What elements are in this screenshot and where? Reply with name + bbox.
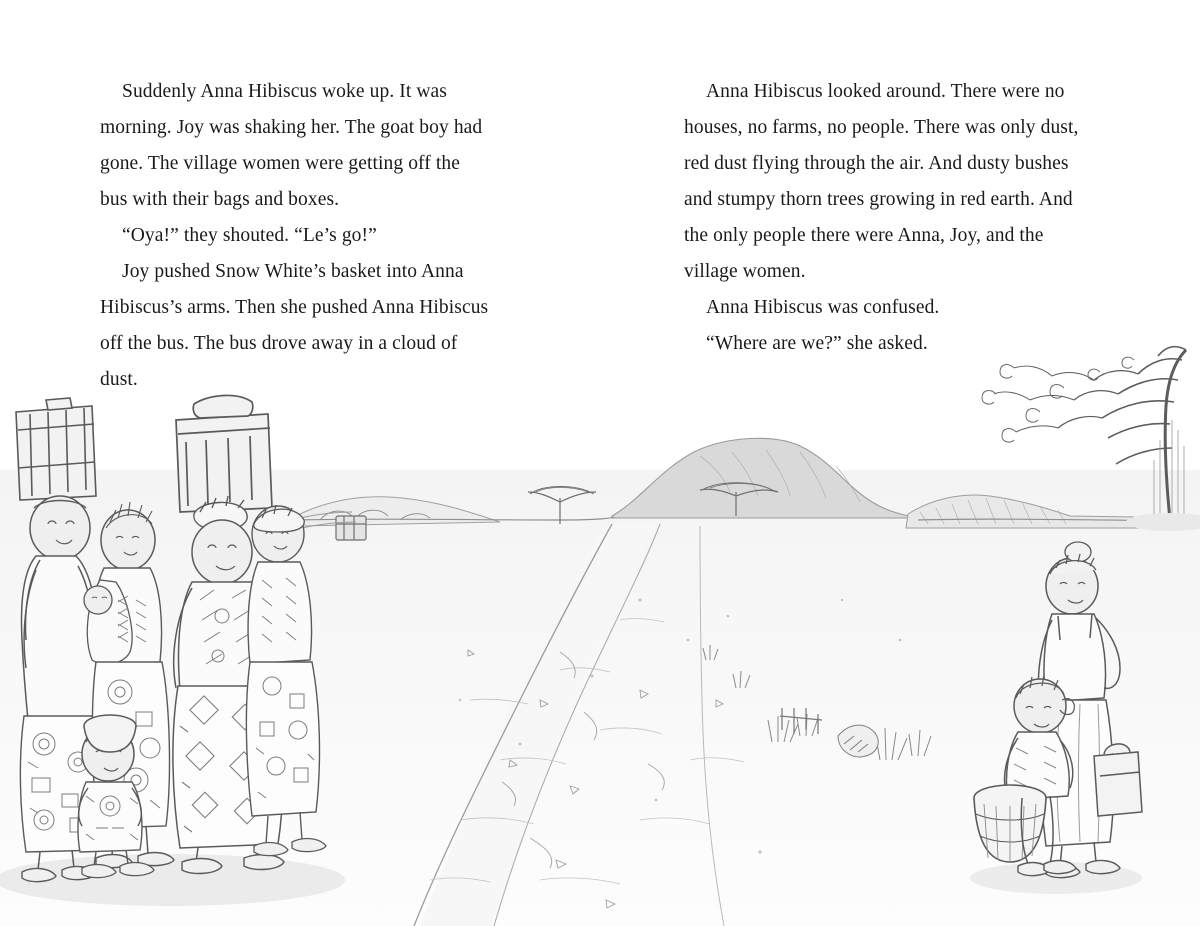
bucket-on-head	[176, 395, 272, 512]
paragraph: “Where are we?” she asked.	[706, 333, 928, 354]
left-text-column	[0, 74, 600, 404]
right-text-column	[600, 74, 1200, 404]
text-area	[0, 74, 1200, 404]
woman-a-head	[30, 496, 90, 560]
woman-c-head	[192, 520, 252, 584]
woman-d-body	[248, 562, 311, 664]
joy-bag	[1094, 744, 1142, 816]
paragraph: Anna Hibiscus looked around. There were no houses, no farms, no people. There was only dust, red dust flying through the air. And dusty bushes and stumpy thorn trees growing in red earth. And the only people there were Anna, Joy, and the village women.	[684, 81, 1079, 282]
paragraph: Suddenly Anna Hibiscus woke up. It was morning. Joy was shaking her. The goat boy had gone. The village women were getting off the bus with their bags and boxes.	[100, 81, 483, 210]
jerrycan-on-head	[16, 398, 96, 500]
paragraph: Joy pushed Snow White’s basket into Anna Hibiscus’s arms. Then she pushed Anna Hibiscus off the bus. The bus drove away in a cloud of dust.	[100, 261, 489, 390]
distant-bus	[336, 516, 366, 540]
child-body	[78, 782, 142, 852]
paragraph: “Oya!” they shouted. “Le’s go!”	[122, 225, 377, 246]
paragraph: Anna Hibiscus was confused.	[706, 297, 940, 318]
woman-d-wrapper	[246, 662, 319, 816]
anna-sandals	[1018, 861, 1076, 876]
